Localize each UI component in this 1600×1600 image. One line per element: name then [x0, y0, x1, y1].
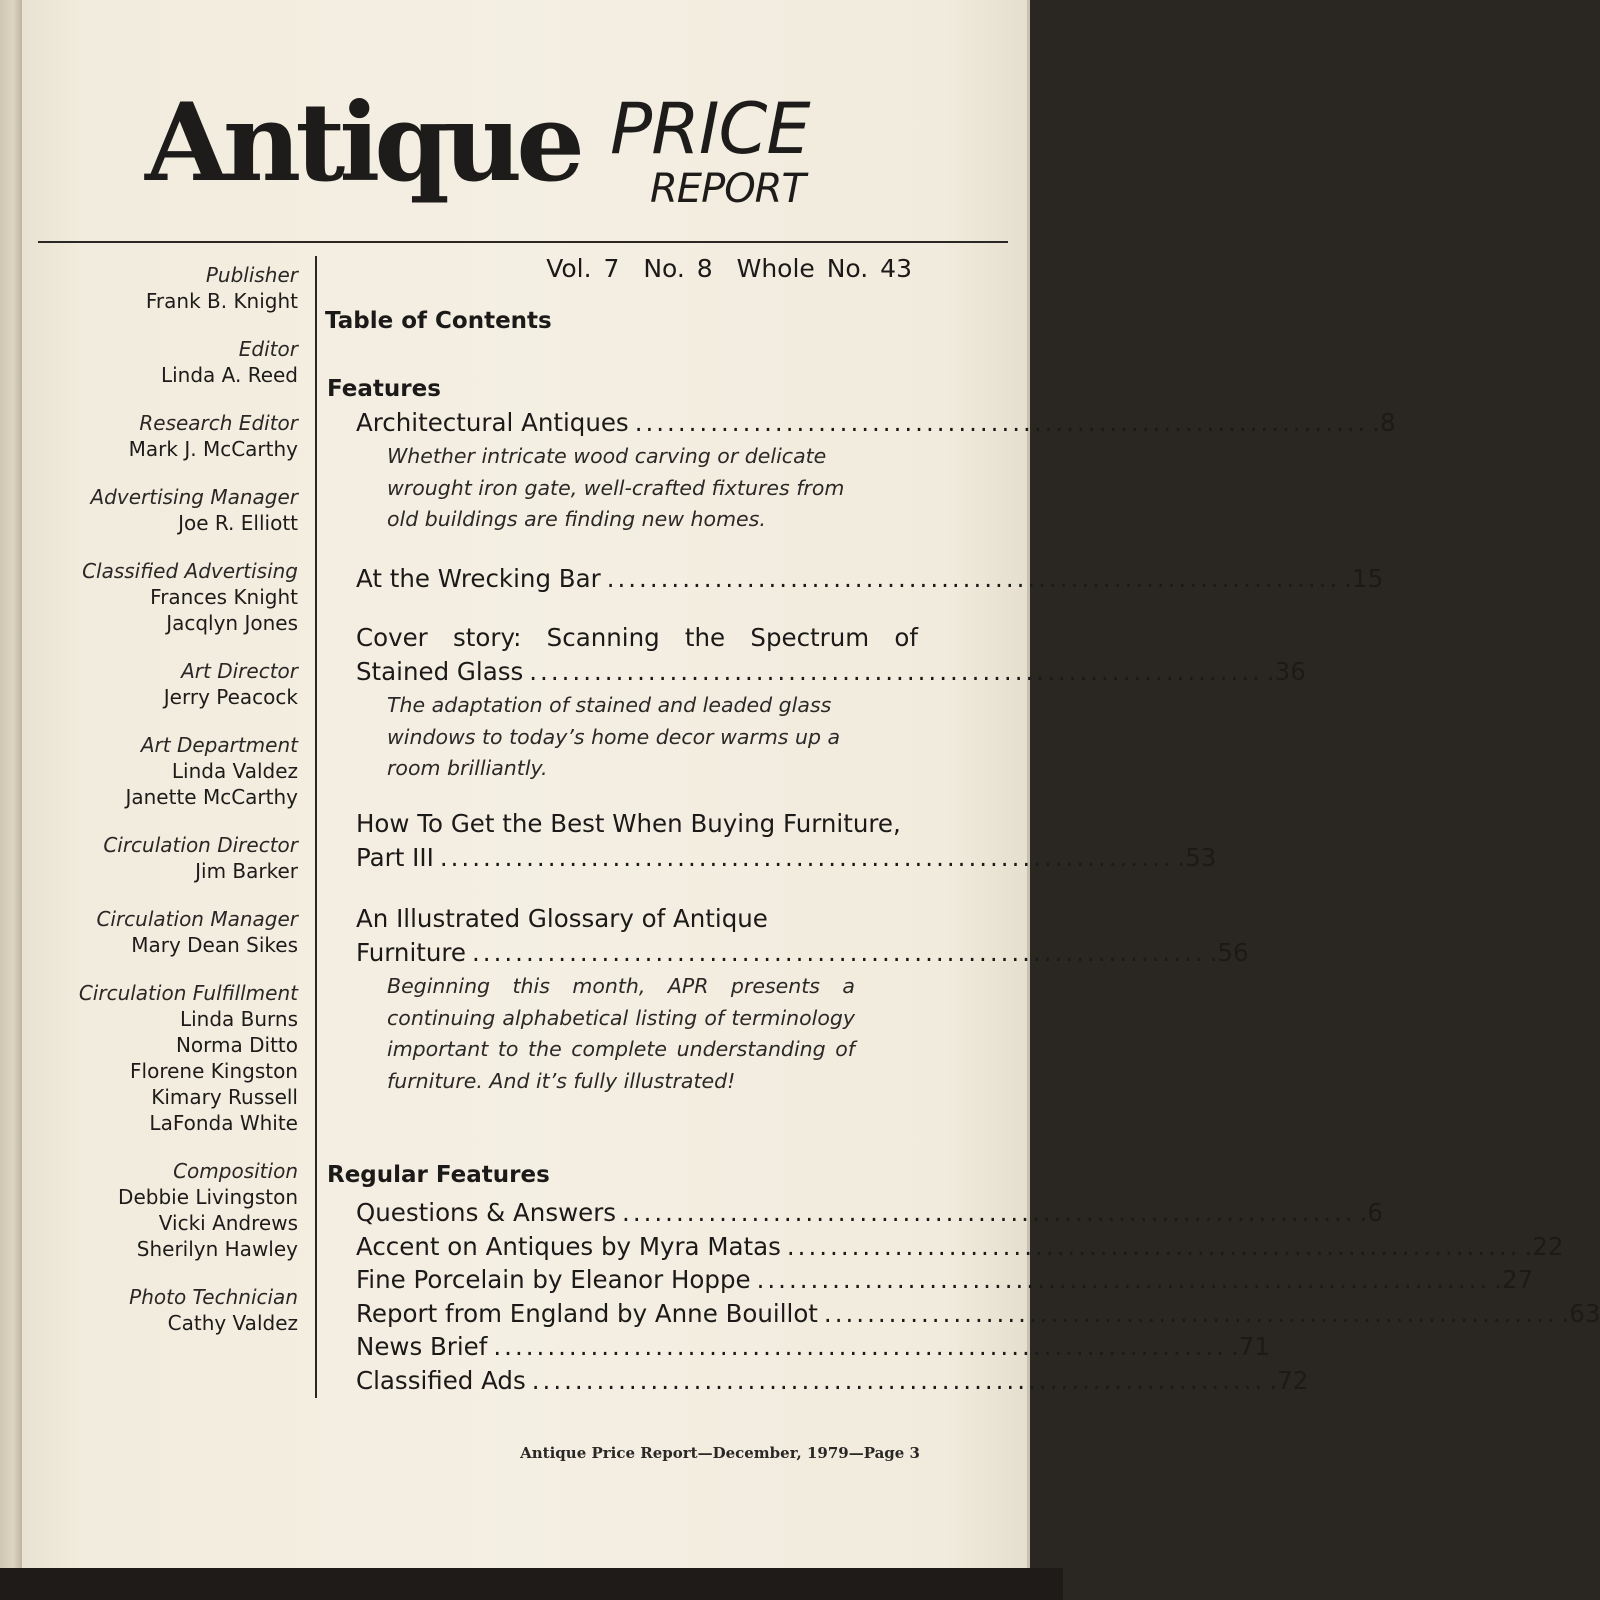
staff-list: [40, 262, 298, 1358]
regular-feature-page: .72: [1269, 1365, 1309, 1395]
feature-line: [356, 406, 1396, 440]
staff-role: Circulation Director: [103, 833, 298, 857]
staff-name: Vicki Andrews: [158, 1211, 298, 1235]
staff-role: Editor: [238, 337, 298, 361]
staff-name: Frank B. Knight: [145, 289, 298, 313]
staff-name: Jerry Peacock: [163, 685, 298, 709]
staff-group: [40, 410, 298, 462]
feature-entry: [356, 562, 1384, 596]
regular-feature-title: News Brief: [356, 1332, 488, 1362]
issue-volume: Vol. 7: [546, 254, 620, 283]
feature-title: Architectural Antiques: [356, 408, 629, 437]
dot-leader: ....................................................................: [472, 938, 1206, 967]
staff-role: Research Editor: [139, 411, 298, 435]
staff-name: Linda A. Reed: [160, 363, 298, 387]
staff-name: Norma Ditto: [175, 1033, 298, 1057]
dot-leader: ....................................................................: [634, 408, 1369, 437]
staff-name: Mary Dean Sikes: [131, 933, 298, 957]
regular-feature-page: .63: [1561, 1298, 1600, 1328]
regular-feature-title: Accent on Antiques by Myra Matas: [356, 1231, 781, 1261]
page-bottom-edge: [0, 1568, 1063, 1600]
dot-leader: ....................................................................: [531, 1365, 1266, 1395]
staff-role: Circulation Fulfillment: [78, 981, 298, 1005]
staff-name: Sherilyn Hawley: [136, 1237, 298, 1261]
staff-name: Frances Knight: [150, 585, 298, 609]
column-divider: [315, 256, 317, 1398]
staff-name: Jacqlyn Jones: [166, 611, 298, 635]
staff-group: [40, 336, 298, 388]
regular-feature-page: .27: [1494, 1265, 1534, 1295]
staff-name: Florene Kingston: [130, 1059, 298, 1083]
dot-leader: ....................................................................: [529, 657, 1263, 686]
regular-features-heading: Regular Features: [327, 1162, 550, 1188]
staff-role: Advertising Manager: [90, 485, 298, 509]
staff-name: Kimary Russell: [151, 1085, 298, 1109]
staff-group: [40, 732, 298, 810]
dot-leader: ....................................................................: [823, 1298, 1558, 1328]
regular-feature-title: Report from England by Anne Bouillot: [356, 1298, 818, 1328]
masthead: [145, 70, 845, 230]
page-spine: [0, 0, 22, 1568]
staff-group: [40, 1158, 298, 1262]
dot-leader: ....................................................................: [439, 843, 1174, 872]
regular-feature-title: Classified Ads: [356, 1365, 526, 1395]
regular-feature-line: [356, 1230, 1564, 1264]
staff-name: Debbie Livingston: [118, 1185, 298, 1209]
staff-name: Cathy Valdez: [167, 1311, 298, 1335]
staff-name: Mark J. McCarthy: [128, 437, 298, 461]
regular-feature-line: [356, 1196, 1383, 1230]
staff-group: [40, 262, 298, 314]
regular-feature-line: [356, 1297, 1600, 1331]
features-heading: Features: [327, 376, 441, 402]
regular-feature-page: .6: [1359, 1198, 1383, 1227]
staff-group: [40, 484, 298, 536]
issue-number: No. 8: [643, 254, 713, 283]
feature-entry: [356, 902, 1249, 1097]
toc-title: Table of Contents: [325, 308, 552, 334]
feature-page: .36: [1266, 657, 1306, 686]
regular-feature-page: .22: [1524, 1231, 1564, 1261]
regular-features-list: [356, 1196, 1600, 1398]
regular-feature-line: [356, 1263, 1534, 1297]
staff-group: [40, 980, 298, 1136]
issue-whole-number: Whole No. 43: [736, 254, 912, 283]
feature-title: Furniture: [356, 938, 466, 967]
staff-name: Linda Burns: [179, 1007, 298, 1031]
staff-group: [40, 1284, 298, 1336]
feature-line: [356, 655, 1306, 689]
feature-title-line1: How To Get the Best When Buying Furniture,: [356, 809, 901, 838]
regular-feature-page: .71: [1230, 1332, 1270, 1362]
page-footer: Antique Price Report—December, 1979—Page 3: [520, 1444, 920, 1462]
feature-page: .15: [1344, 564, 1384, 593]
dot-leader: ....................................................................: [756, 1265, 1491, 1295]
staff-role: Classified Advertising: [82, 559, 298, 583]
staff-name: Joe R. Elliott: [178, 511, 298, 535]
feature-description: The adaptation of stained and leaded glass windows to today’s home decor warms up a room brilliantly.: [387, 693, 841, 780]
staff-name: LaFonda White: [149, 1111, 298, 1135]
staff-role: Composition: [173, 1159, 298, 1183]
staff-role: Circulation Manager: [96, 907, 298, 931]
feature-entry: [356, 807, 1217, 875]
feature-entry: [356, 621, 1306, 785]
staff-group: [40, 832, 298, 884]
staff-group: [40, 658, 298, 710]
dot-leader: ....................................................................: [622, 1198, 1356, 1227]
staff-name: Jim Barker: [195, 859, 298, 883]
feature-title-line1: An Illustrated Glossary of Antique: [356, 904, 768, 933]
feature-description: Beginning this month, APR presents a continuing alphabetical listing of terminology important to the complete understanding of furniture. And it’s fully illustrated!: [387, 974, 855, 1093]
feature-entry: [356, 406, 1396, 536]
regular-feature-title: Fine Porcelain by Eleanor Hoppe: [356, 1265, 751, 1295]
issue-info: [520, 254, 912, 283]
regular-feature-title: Questions & Answers: [356, 1198, 617, 1227]
feature-page: .53: [1177, 843, 1217, 872]
staff-name: Janette McCarthy: [125, 785, 298, 809]
feature-page: .56: [1209, 938, 1249, 967]
staff-role: Publisher: [205, 263, 298, 287]
staff-group: [40, 906, 298, 958]
dot-leader: ....................................................................: [493, 1332, 1227, 1362]
regular-feature-line: [356, 1364, 1309, 1398]
feature-title: Part III: [356, 843, 434, 872]
masthead-antique: Antique: [145, 80, 579, 206]
regular-feature-line: [356, 1330, 1270, 1364]
feature-line: [356, 841, 1217, 875]
masthead-report: REPORT: [650, 166, 805, 212]
header-divider: [38, 241, 1008, 243]
feature-page: .8: [1372, 408, 1396, 437]
feature-title: Stained Glass: [356, 657, 524, 686]
staff-group: [40, 558, 298, 636]
staff-role: Art Department: [140, 733, 298, 757]
staff-role: Photo Technician: [129, 1285, 298, 1309]
feature-line: [356, 936, 1249, 970]
dot-leader: ....................................................................: [606, 564, 1341, 593]
staff-role: Art Director: [181, 659, 298, 683]
staff-name: Linda Valdez: [171, 759, 298, 783]
masthead-price: PRICE: [610, 88, 810, 170]
feature-title-line1: Cover story: Scanning the Spectrum of: [356, 623, 918, 652]
dot-leader: ....................................................................: [786, 1231, 1521, 1261]
feature-description: Whether intricate wood carving or delicate wrought iron gate, well-crafted fixtures from old buildings are finding new homes.: [387, 444, 845, 531]
feature-title: At the Wrecking Bar: [356, 564, 601, 593]
feature-line: [356, 562, 1384, 596]
